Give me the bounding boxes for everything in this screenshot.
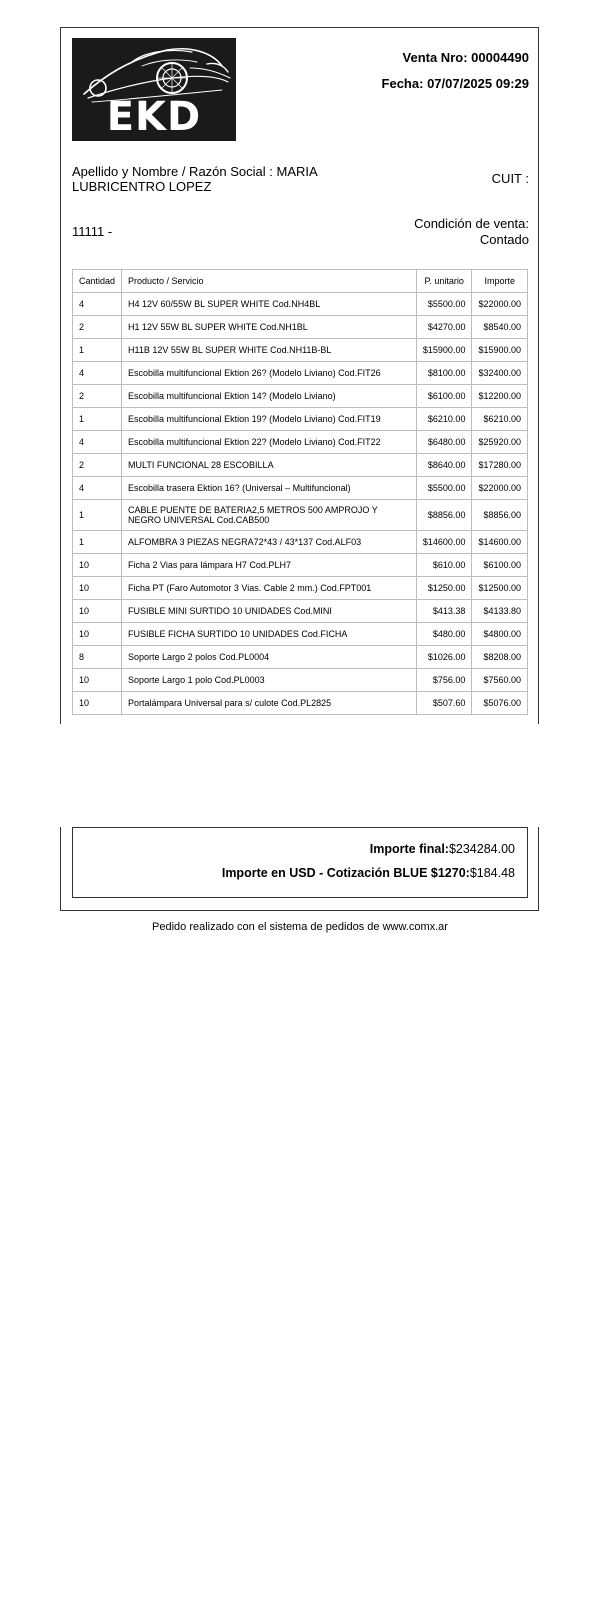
table-row [73, 600, 528, 623]
cell-unitario: $6100.00 [416, 385, 472, 408]
customer-name-value: MARIA LUBRICENTRO LOPEZ [72, 164, 317, 194]
table-row [73, 646, 528, 669]
cell-producto: Portalámpara Universal para s/ culote Cod.PL2825 [122, 692, 417, 715]
cell-importe: $6100.00 [472, 554, 528, 577]
cell-unitario: $6210.00 [416, 408, 472, 431]
cell-cantidad: 10 [73, 577, 122, 600]
cell-unitario: $413.38 [416, 600, 472, 623]
table-row [73, 623, 528, 646]
cell-cantidad: 10 [73, 600, 122, 623]
cell-cantidad: 4 [73, 477, 122, 500]
cell-unitario: $8856.00 [416, 500, 472, 531]
cell-importe: $32400.00 [472, 362, 528, 385]
cell-cantidad: 1 [73, 408, 122, 431]
cuit: CUIT : [491, 171, 529, 186]
sale-condition-label: Condición de venta: [414, 216, 529, 231]
cell-producto: Ficha 2 Vias para lámpara H7 Cod.PLH7 [122, 554, 417, 577]
table-row [73, 316, 528, 339]
fecha-value: 07/07/2025 09:29 [427, 76, 529, 91]
cell-producto: ALFOMBRA 3 PIEZAS NEGRA72*43 / 43*137 Cod.ALF03 [122, 531, 417, 554]
cell-unitario: $1250.00 [416, 577, 472, 600]
header-producto: Producto / Servicio [122, 270, 417, 293]
cell-importe: $4800.00 [472, 623, 528, 646]
table-row [73, 477, 528, 500]
cell-importe: $22000.00 [472, 477, 528, 500]
cell-producto: H1 12V 55W BL SUPER WHITE Cod.NH1BL [122, 316, 417, 339]
cell-producto: Ficha PT (Faro Automotor 3 Vias. Cable 2 mm.) Cod.FPT001 [122, 577, 417, 600]
cell-cantidad: 2 [73, 316, 122, 339]
cell-unitario: $5500.00 [416, 293, 472, 316]
cell-producto: Escobilla trasera Ektion 16? (Universal – Multifuncional) [122, 477, 417, 500]
totals-box [72, 827, 528, 898]
table-row [73, 362, 528, 385]
footer-note: Pedido realizado con el sistema de pedidos de www.comx.ar [152, 921, 448, 933]
cell-cantidad: 4 [73, 431, 122, 454]
table-row [73, 531, 528, 554]
cell-producto: Escobilla multifuncional Ektion 22? (Modelo Liviano) Cod.FIT22 [122, 431, 417, 454]
cell-importe: $8856.00 [472, 500, 528, 531]
cell-unitario: $15900.00 [416, 339, 472, 362]
header-unitario: P. unitario [416, 270, 472, 293]
table-row [73, 454, 528, 477]
customer-name [72, 164, 392, 194]
cell-producto: H11B 12V 55W BL SUPER WHITE Cod.NH11B-BL [122, 339, 417, 362]
table-row [73, 293, 528, 316]
cell-cantidad: 8 [73, 646, 122, 669]
cell-cantidad: 2 [73, 385, 122, 408]
cell-producto: H4 12V 60/55W BL SUPER WHITE Cod.NH4BL [122, 293, 417, 316]
cell-importe: $7560.00 [472, 669, 528, 692]
cell-unitario: $4270.00 [416, 316, 472, 339]
cell-importe: $8208.00 [472, 646, 528, 669]
cell-importe: $6210.00 [472, 408, 528, 431]
table-header-row [73, 270, 528, 293]
cell-producto: FUSIBLE FICHA SURTIDO 10 UNIDADES Cod.FICHA [122, 623, 417, 646]
cell-unitario: $756.00 [416, 669, 472, 692]
total-usd-value: $184.48 [469, 866, 515, 880]
sale-condition-value: Contado [479, 232, 529, 247]
total-final-value: $234284.00 [448, 842, 515, 856]
cell-cantidad: 10 [73, 554, 122, 577]
cell-importe: $12500.00 [472, 577, 528, 600]
cell-importe: $14600.00 [472, 531, 528, 554]
cell-unitario: $8100.00 [416, 362, 472, 385]
items-table [72, 269, 528, 715]
cell-unitario: $6480.00 [416, 431, 472, 454]
venta-label: Venta Nro: [402, 50, 468, 65]
fecha-label: Fecha: [381, 76, 424, 91]
cell-importe: $17280.00 [472, 454, 528, 477]
cell-cantidad: 1 [73, 500, 122, 531]
cell-unitario: $480.00 [416, 623, 472, 646]
cell-cantidad: 10 [73, 692, 122, 715]
cell-producto: Escobilla multifuncional Ektion 26? (Modelo Liviano) Cod.FIT26 [122, 362, 417, 385]
cell-importe: $22000.00 [472, 293, 528, 316]
table-row [73, 669, 528, 692]
header-cantidad: Cantidad [73, 270, 122, 293]
table-row [73, 408, 528, 431]
cell-cantidad: 4 [73, 293, 122, 316]
cell-cantidad: 10 [73, 623, 122, 646]
cell-unitario: $5500.00 [416, 477, 472, 500]
cell-cantidad: 10 [73, 669, 122, 692]
cell-producto: MULTI FUNCIONAL 28 ESCOBILLA [122, 454, 417, 477]
cell-unitario: $507.60 [416, 692, 472, 715]
cell-unitario: $8640.00 [416, 454, 472, 477]
table-row [73, 339, 528, 362]
cell-cantidad: 4 [73, 362, 122, 385]
cell-importe: $5076.00 [472, 692, 528, 715]
cell-unitario: $610.00 [416, 554, 472, 577]
cell-importe: $8540.00 [472, 316, 528, 339]
cell-producto: Escobilla multifuncional Ektion 14? (Modelo Liviano) [122, 385, 417, 408]
sale-condition [389, 216, 529, 248]
total-usd [222, 866, 515, 880]
cell-importe: $25920.00 [472, 431, 528, 454]
total-final [370, 842, 515, 856]
table-row [73, 554, 528, 577]
table-row [73, 577, 528, 600]
table-row [73, 385, 528, 408]
cell-producto: Soporte Largo 1 polo Cod.PL0003 [122, 669, 417, 692]
total-usd-label: Importe en USD - Cotización BLUE $1270: [221, 866, 470, 880]
company-logo [72, 38, 236, 141]
customer-name-label: Apellido y Nombre / Razón Social : [72, 164, 273, 179]
header-importe: Importe [472, 270, 528, 293]
logo-text: EKD [106, 94, 202, 140]
table-row [73, 431, 528, 454]
customer-code: 11111 - [72, 224, 113, 239]
cell-importe: $12200.00 [472, 385, 528, 408]
cell-importe: $15900.00 [472, 339, 528, 362]
table-row [73, 692, 528, 715]
cell-unitario: $1026.00 [416, 646, 472, 669]
cell-cantidad: 2 [73, 454, 122, 477]
cell-importe: $4133.80 [472, 600, 528, 623]
venta-number [403, 50, 529, 65]
cell-producto: Escobilla multifuncional Ektion 19? (Modelo Liviano) Cod.FIT19 [122, 408, 417, 431]
cell-producto: Soporte Largo 2 polos Cod.PL0004 [122, 646, 417, 669]
fecha [382, 76, 529, 91]
cell-cantidad: 1 [73, 531, 122, 554]
cell-cantidad: 1 [73, 339, 122, 362]
table-row [73, 500, 528, 531]
total-final-label: Importe final: [369, 842, 449, 856]
cell-producto: FUSIBLE MINI SURTIDO 10 UNIDADES Cod.MINI [122, 600, 417, 623]
cell-producto: CABLE PUENTE DE BATERIA2,5 METROS 500 AMPROJO Y NEGRO UNIVERSAL Cod.CAB500 [122, 500, 417, 531]
venta-value: 00004490 [471, 50, 529, 65]
cell-unitario: $14600.00 [416, 531, 472, 554]
